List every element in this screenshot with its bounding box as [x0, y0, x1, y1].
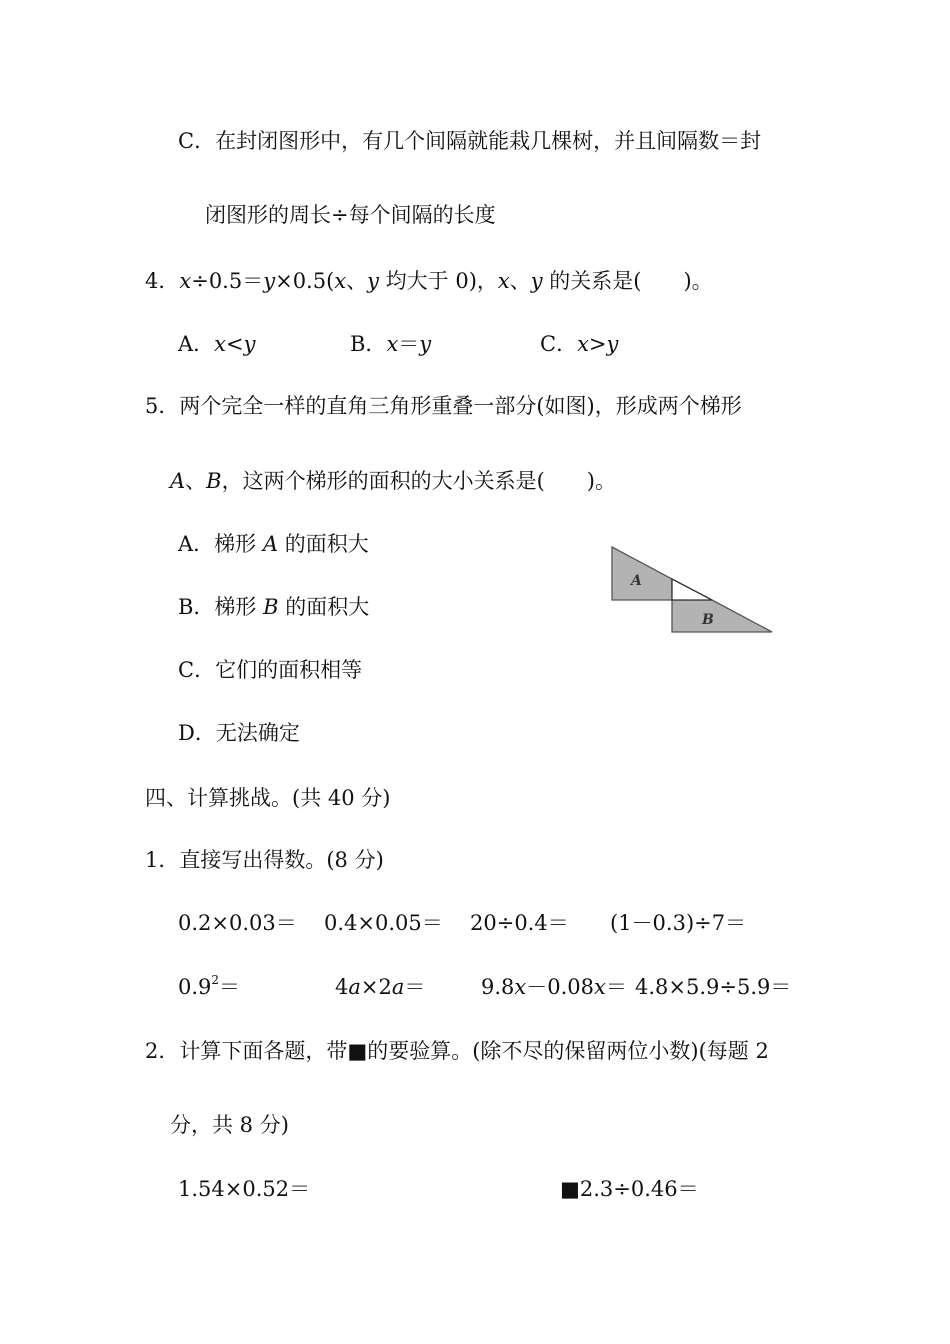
- var-y: y: [367, 269, 379, 293]
- q5-option-a: [178, 529, 369, 559]
- stem-text: 、: [509, 269, 531, 293]
- option-text: A．梯形: [178, 532, 263, 556]
- calc-item: [335, 972, 425, 1002]
- q4-option-c: [540, 329, 618, 359]
- calc-item: 1.54×0.52＝: [178, 1177, 311, 1201]
- stem-text: 、: [185, 469, 207, 493]
- figure-label-b: B: [702, 612, 714, 628]
- q2-title-line1: 2．计算下面各题，带■的要验算。(除不尽的保留两位小数)(每题 2: [145, 1039, 769, 1063]
- q5-stem-line1: 5．两个完全一样的直角三角形重叠一部分(如图)，形成两个梯形: [145, 394, 742, 418]
- relation-symbol: <: [226, 332, 244, 356]
- figure-label-a: A: [631, 573, 642, 589]
- trapezoid-a-label: A: [262, 532, 279, 556]
- relation-symbol: ＝: [398, 332, 420, 356]
- calc-text: ×2: [360, 975, 392, 999]
- stem-text: ，这两个梯形的面积的大小关系是( )。: [221, 469, 616, 493]
- var-a: a: [348, 975, 361, 999]
- stem-text: 均大于 0)，: [379, 269, 498, 293]
- option-text: 的面积大: [278, 595, 370, 619]
- trapezoid-b-label: B: [206, 469, 222, 493]
- calc-item-verify: ■2.3÷0.46＝: [560, 1177, 699, 1201]
- var-x: x: [594, 975, 606, 999]
- option-letter: A．: [178, 332, 215, 356]
- var-x: x: [179, 269, 192, 293]
- var-x: x: [577, 332, 589, 356]
- calc-text: ＝: [404, 975, 426, 999]
- section4-heading: 四、计算挑战。(共 40 分): [145, 786, 391, 810]
- calc-item: 4.8×5.9÷5.9＝: [635, 975, 792, 999]
- q2-title-line2: 分，共 8 分): [170, 1113, 289, 1137]
- var-y: y: [243, 332, 256, 356]
- option-text: 的面积大: [278, 532, 369, 556]
- q5-option-b: [178, 592, 369, 622]
- trapezoid-b-shape: [672, 600, 772, 632]
- calc-base: 0.9: [178, 975, 212, 999]
- calc-item: 0.2×0.03＝: [178, 911, 297, 935]
- var-y: y: [419, 332, 432, 356]
- calc-text: －0.08: [526, 975, 595, 999]
- q5-stem-line2: [170, 466, 616, 496]
- trapezoid-b-label: B: [263, 595, 279, 619]
- calc-item: (1－0.3)÷7＝: [610, 911, 747, 935]
- var-y: y: [530, 269, 543, 293]
- var-x: x: [214, 332, 227, 356]
- calc-item: 0.4×0.05＝: [324, 911, 443, 935]
- option-letter: B．: [350, 332, 387, 356]
- var-x: x: [334, 269, 347, 293]
- var-y: y: [606, 332, 619, 356]
- var-a: a: [391, 975, 405, 999]
- calc-text: 9.8: [481, 975, 515, 999]
- q5-option-c: C．它们的面积相等: [178, 658, 363, 682]
- q4-option-b: [350, 329, 431, 359]
- calc-text: 4: [335, 975, 349, 999]
- calc-item: [178, 972, 240, 1002]
- calc-exponent: 2: [211, 973, 220, 987]
- calc-text: ＝: [605, 975, 627, 999]
- relation-symbol: >: [588, 332, 607, 356]
- option-text: B．梯形: [178, 595, 264, 619]
- option-letter: C．: [540, 332, 578, 356]
- calc-item: [481, 972, 627, 1002]
- q5-option-d: D．无法确定: [178, 721, 300, 745]
- trapezoid-a-label: A: [170, 469, 186, 493]
- stem-text: ÷0.5＝: [191, 269, 264, 293]
- calc-equals: ＝: [219, 975, 241, 999]
- stem-text: 的关系是( )。: [542, 269, 713, 293]
- calc-item: 20÷0.4＝: [470, 911, 569, 935]
- trapezoid-a-shape: [612, 547, 672, 600]
- q3-option-c-line2: 闭图形的周长÷每个间隔的长度: [205, 203, 496, 227]
- overlap-triangle: [672, 579, 712, 600]
- q4-number: 4．: [145, 269, 180, 293]
- var-x: x: [497, 269, 510, 293]
- q1-title: 1．直接写出得数。(8 分): [145, 848, 384, 872]
- var-y: y: [263, 269, 276, 293]
- overlapping-triangles-figure: [608, 543, 778, 638]
- q4-option-a: [178, 329, 256, 359]
- q3-option-c-line1: C．在封闭图形中，有几个间隔就能栽几棵树，并且间隔数＝封: [178, 129, 762, 153]
- stem-text: ×0.5(: [275, 269, 335, 293]
- var-x: x: [386, 332, 399, 356]
- stem-text: 、: [346, 269, 368, 293]
- var-x: x: [514, 975, 527, 999]
- q4-stem: [145, 266, 713, 296]
